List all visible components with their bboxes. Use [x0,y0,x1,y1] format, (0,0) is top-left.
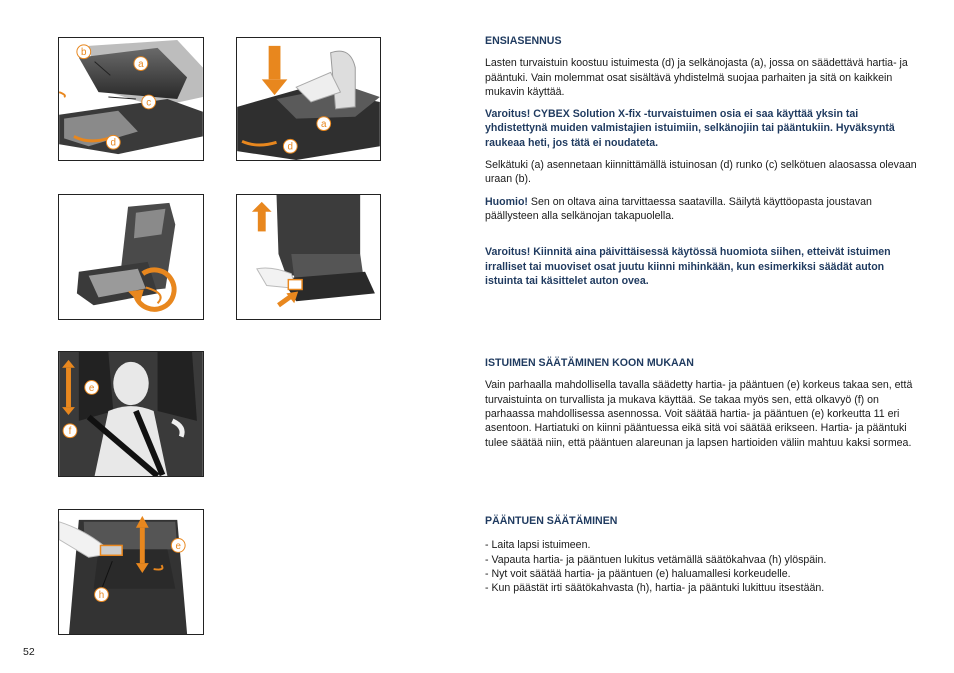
section-title-first-use: ENSIASENNUS [485,35,562,47]
size-adjust-paragraph: Vain parhaalla mahdollisella tavalla säädetty hartia- ja pääntuen (e) korkeus takaa sen, että turvaistuinta on turvallista ja mukava käyttää. Se takaa myös sen, että olkavyö (f) on parhaassa mahdollisessa asennossa. Voit säätää hartia- ja pääntuen (e) korkeutta 11 eri asentoon. Hartiatuki on kiinni pääntuessa eikä sitä voi säätää erikseen. Hartia- ja pääntuki tulee säätää niin, että pääntuen alareunan ja lapsen hartioiden väliin mahtuu kaksi sormea. [485,379,913,449]
figure-backrest-insert [236,37,381,161]
headrest-step: - Nyt voit säätää hartia- ja pääntuen (e) haluamallesi korkeudelle. [485,567,791,580]
first-use-note [485,195,921,224]
section-title-size-adjust: ISTUIMEN SÄÄTÄMINEN KOON MUKAAN [485,357,694,370]
figure-label-d: d [287,141,294,153]
figure-label-b: b [81,47,87,59]
figure-backrest-assembly [58,37,204,161]
figure-seat-rotation [58,194,204,320]
figure-label-h: h [98,590,105,602]
figure-label-e: e [175,540,181,552]
first-use-paragraph-2: Selkätuki (a) asennetaan kiinnittämällä istuinosan (d) runko (c) selkötuen alaosassa olevaan uraan (b). [485,159,917,186]
figure-manual-storage [236,194,381,320]
figure-label-a: a [321,119,327,131]
headrest-step: - Laita lapsi istuimeen. [485,539,591,552]
section-title-headrest: PÄÄNTUEN SÄÄTÄMINEN [485,514,618,527]
headrest-steps [485,538,921,595]
figure-label-d: d [110,137,117,149]
note-text: Sen on oltava aina tarvittaessa saatavilla. Säilytä käyttöopasta joustavan päällysteen alla selkänojan takapuolella. [485,195,872,222]
figure-label-f: f [68,426,72,438]
headrest-step: - Kun päästät irti säätökahvasta (h), hartia- ja pääntuki lukittuu itsestään. [485,582,825,595]
first-use-warning-1: Varoitus! CYBEX Solution X-fix -turvaistuimen osia ei saa käyttää yksin tai yhdistettynä muiden valmistajien istuimiin, selkänojiin tai pääntukiin. Hyväksyntä raukeaa heti, jos tätä ei noudateta. [485,108,895,149]
note-label: Huomio! [485,195,528,208]
page-number: 52 [23,646,35,658]
headrest-step: - Vapauta hartia- ja pääntuen lukitus vetämällä säätökahvaa (h) ylöspäin. [485,553,827,566]
figure-label-a: a [138,59,144,71]
figure-label-e: e [88,382,95,394]
first-use-paragraph-1: Lasten turvaistuin koostuu istuimesta (d) ja selkänojasta (a), jossa on säädettävä hartia- ja pääntuki. Vain molemmat osat sisältävä yhdistelmä suojaa parhaiten ja sitä on kaikkein mukavin käyttää. [485,57,908,98]
figure-headrest-handle [58,509,204,635]
first-use-warning-2: Varoitus! Kiinnitä aina päivittäisessä käytössä huomiota siihen, etteivät istuimen irralliset tai muoviset osat juutu kiinni mihinkään, kun esimerkiksi säädät auton istuinta tai käsittelet auton ovea. [485,246,891,287]
instructions-column [485,34,921,595]
figure-label-c: c [146,97,152,109]
figure-headrest-height [58,351,204,477]
